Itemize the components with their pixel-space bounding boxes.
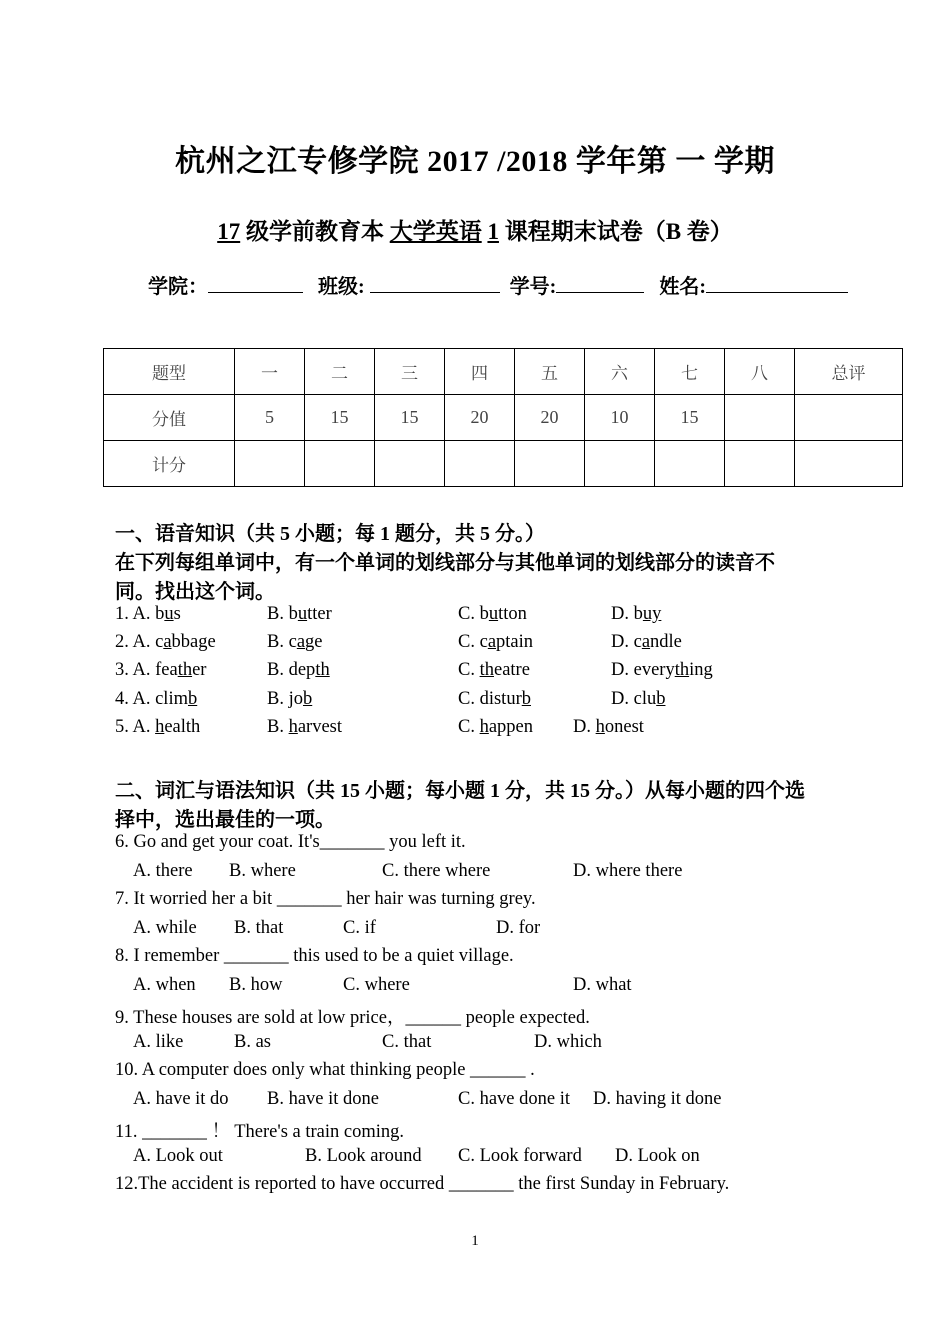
option-text: s [173,604,181,624]
section1-heading: 一、语音知识（共 5 小题；每 1 题分，共 5 分。） [115,523,545,545]
option-text: B. dep [267,660,316,680]
score-table [103,348,903,487]
underlined-part: a [487,632,497,652]
section1-instruction: 在下列每组单词中，有一个单词的划线部分与其他单词的划线部分的读音不 [115,552,775,574]
table-header-cell: 二 [305,349,375,395]
score-cell[interactable] [585,441,655,487]
phonetics-option[interactable] [458,632,533,653]
phonetics-option[interactable] [611,632,682,653]
option-text: bbage [171,632,216,652]
option-text: ge [305,632,323,652]
section1-instruction: 同。找出这个词。 [115,581,275,603]
value-cell: 10 [585,395,655,441]
values-label-cell: 分值 [104,395,235,441]
table-header-cell: 一 [235,349,305,395]
underlined-part: b [302,689,313,709]
option-text: B. [267,717,289,737]
answer-option[interactable]: A. like [133,1031,184,1052]
answer-option[interactable]: B. as [234,1031,271,1052]
phonetics-option[interactable] [611,604,661,625]
question-stem: 7. It worried her a bit _______ her hair was turning grey. [115,889,536,909]
answer-option[interactable]: C. Look forward [458,1145,582,1166]
score-cell[interactable] [305,441,375,487]
table-header-cell: 总评 [795,349,903,395]
option-text: ing [689,660,713,680]
option-text: D. every [611,660,675,680]
page-number: 1 [471,1233,479,1249]
phonetics-option[interactable] [267,604,332,625]
subtitle-grade: 17 [217,219,241,244]
value-cell: 15 [375,395,445,441]
score-cell[interactable] [445,441,515,487]
answer-option[interactable]: A. when [133,974,196,995]
option-text: ptain [496,632,534,652]
option-text: C. c [458,632,488,652]
underlined-part: u [164,604,174,624]
option-text: 3. A. fea [115,660,178,680]
phonetics-option[interactable] [458,660,530,681]
underlined-part: h [479,717,489,737]
table-header-cell: 五 [515,349,585,395]
college-field[interactable] [208,274,303,293]
option-text: arvest [297,717,343,737]
question-stem: 10. A computer does only what thinking people ______ . [115,1060,535,1080]
answer-option[interactable]: B. have it done [267,1088,380,1109]
value-cell [725,395,795,441]
underlined-part: u [297,604,308,624]
student-info-line [148,270,848,299]
underlined-part: th [674,660,690,680]
phonetics-option[interactable] [267,689,312,710]
phonetics-option[interactable] [267,717,342,738]
answer-option[interactable]: A. Look out [133,1145,223,1166]
answer-option[interactable]: B. Look around [305,1145,422,1166]
underlined-part: b [521,689,531,709]
answer-option[interactable]: A. while [133,917,197,938]
option-text: tton [498,604,527,624]
section2-heading: 择中，选出最佳的一项。 [115,809,335,831]
table-header-cell: 六 [585,349,655,395]
id-field[interactable] [556,274,644,293]
underlined-part: h [155,717,165,737]
underlined-part: h [595,717,605,737]
answer-option[interactable]: C. that [382,1031,432,1052]
answer-option[interactable]: B. where [229,860,296,881]
answer-option[interactable]: C. have done it [458,1088,571,1109]
score-table-values-row [104,395,903,441]
subtitle-mid: 级学前教育本 [240,219,390,244]
answer-option[interactable]: D. what [573,974,632,995]
option-text: B. c [267,632,297,652]
phonetics-option[interactable] [267,632,323,653]
underlined-part: b [187,689,198,709]
subtitle-course: 大学英语 [389,219,482,244]
answer-option[interactable]: C. there where [382,860,491,881]
underlined-part: a [296,632,306,652]
value-cell: 20 [515,395,585,441]
phonetics-option[interactable] [115,632,216,653]
score-cell[interactable] [235,441,305,487]
underlined-part: a [641,632,651,652]
phonetics-option[interactable] [458,689,531,710]
score-cell[interactable] [375,441,445,487]
class-label: 班级: [318,276,365,298]
option-text: ndle [650,632,682,652]
score-label-cell: 计分 [104,441,235,487]
phonetics-option[interactable] [573,717,644,738]
option-text: 1. A. b [115,604,165,624]
answer-option[interactable]: C. where [343,974,410,995]
underlined-part: th [315,660,330,680]
table-header-cell: 七 [655,349,725,395]
score-cell[interactable] [515,441,585,487]
option-text: appen [488,717,534,737]
phonetics-option[interactable] [267,660,330,681]
question-stem: 8. I remember _______ this used to be a quiet village. [115,946,514,966]
answer-option[interactable]: A. have it do [133,1088,229,1109]
underlined-part: b [656,689,666,709]
phonetics-option[interactable] [458,717,533,738]
table-header-cell: 八 [725,349,795,395]
option-text: C. [458,717,480,737]
option-text: er [192,660,207,680]
score-cell[interactable] [655,441,725,487]
option-text: D. b [611,604,643,624]
underlined-part: a [163,632,172,652]
phonetics-option[interactable] [115,717,200,738]
phonetics-option[interactable] [458,604,527,625]
table-header-cell: 四 [445,349,515,395]
option-text: 5. A. [115,717,156,737]
option-text: C. distur [458,689,522,709]
answer-option[interactable]: B. how [229,974,283,995]
exam-title: 杭州之江专修学院 2017 /2018 学年第 一 学期 [175,145,775,178]
question-stem: 6. Go and get your coat. It's_______ you left it. [115,832,466,852]
option-text: D. [573,717,596,737]
score-table-score-row [104,441,903,487]
college-label: 学院： [148,276,208,298]
subtitle-course-num: 1 [487,219,499,244]
answer-option[interactable]: D. having it done [593,1088,722,1109]
score-cell[interactable] [795,441,903,487]
option-text: B. jo [267,689,303,709]
value-cell: 15 [655,395,725,441]
value-cell: 20 [445,395,515,441]
answer-option[interactable]: D. where there [573,860,683,881]
underlined-part: th [479,660,494,680]
question-stem: 9. These houses are sold at low price，______ people expected. [115,1008,590,1028]
subtitle-tail: 课程期末试卷（B 卷） [498,219,733,244]
underlined-part: th [177,660,193,680]
name-field[interactable] [706,274,848,293]
underlined-part: h [288,717,298,737]
underlined-part: uy [642,604,662,624]
answer-option[interactable]: D. which [534,1031,602,1052]
answer-option[interactable]: A. there [133,860,193,881]
answer-option[interactable]: D. for [496,917,541,938]
underlined-part: u [488,604,499,624]
option-text: D. c [611,632,642,652]
question-stem: 12.The accident is reported to have occurred _______ the first Sunday in February. [115,1174,730,1194]
option-text: 2. A. c [115,632,164,652]
value-cell [795,395,903,441]
name-label: 姓名: [659,276,707,298]
answer-option[interactable]: C. if [343,917,376,938]
phonetics-option[interactable] [115,689,197,710]
option-text: C. [458,660,480,680]
value-cell: 5 [235,395,305,441]
exam-subtitle [0,213,950,246]
option-text: 4. A. clim [115,689,188,709]
option-text: ealth [164,717,201,737]
id-label: 学号: [509,276,557,298]
option-text: D. clu [611,689,657,709]
option-text: tter [307,604,332,624]
answer-option[interactable]: D. Look on [615,1145,700,1166]
class-field[interactable] [370,274,500,293]
option-text: B. b [267,604,298,624]
answer-option[interactable]: B. that [234,917,284,938]
table-header-cell: 三 [375,349,445,395]
question-stem: 11. _______ ！ There's a train coming. [115,1122,404,1142]
score-cell[interactable] [725,441,795,487]
phonetics-option[interactable] [115,660,206,681]
phonetics-option[interactable] [611,660,713,681]
option-text: onest [604,717,644,737]
phonetics-option[interactable] [611,689,665,710]
option-text: C. b [458,604,489,624]
phonetics-option[interactable] [115,604,181,625]
value-cell: 15 [305,395,375,441]
section2-heading: 二、词汇与语法知识（共 15 小题；每小题 1 分，共 15 分。）从每小题的四个选 [115,780,805,802]
score-table-header-row [104,349,903,395]
option-text: eatre [493,660,530,680]
table-header-cell: 题型 [104,349,235,395]
